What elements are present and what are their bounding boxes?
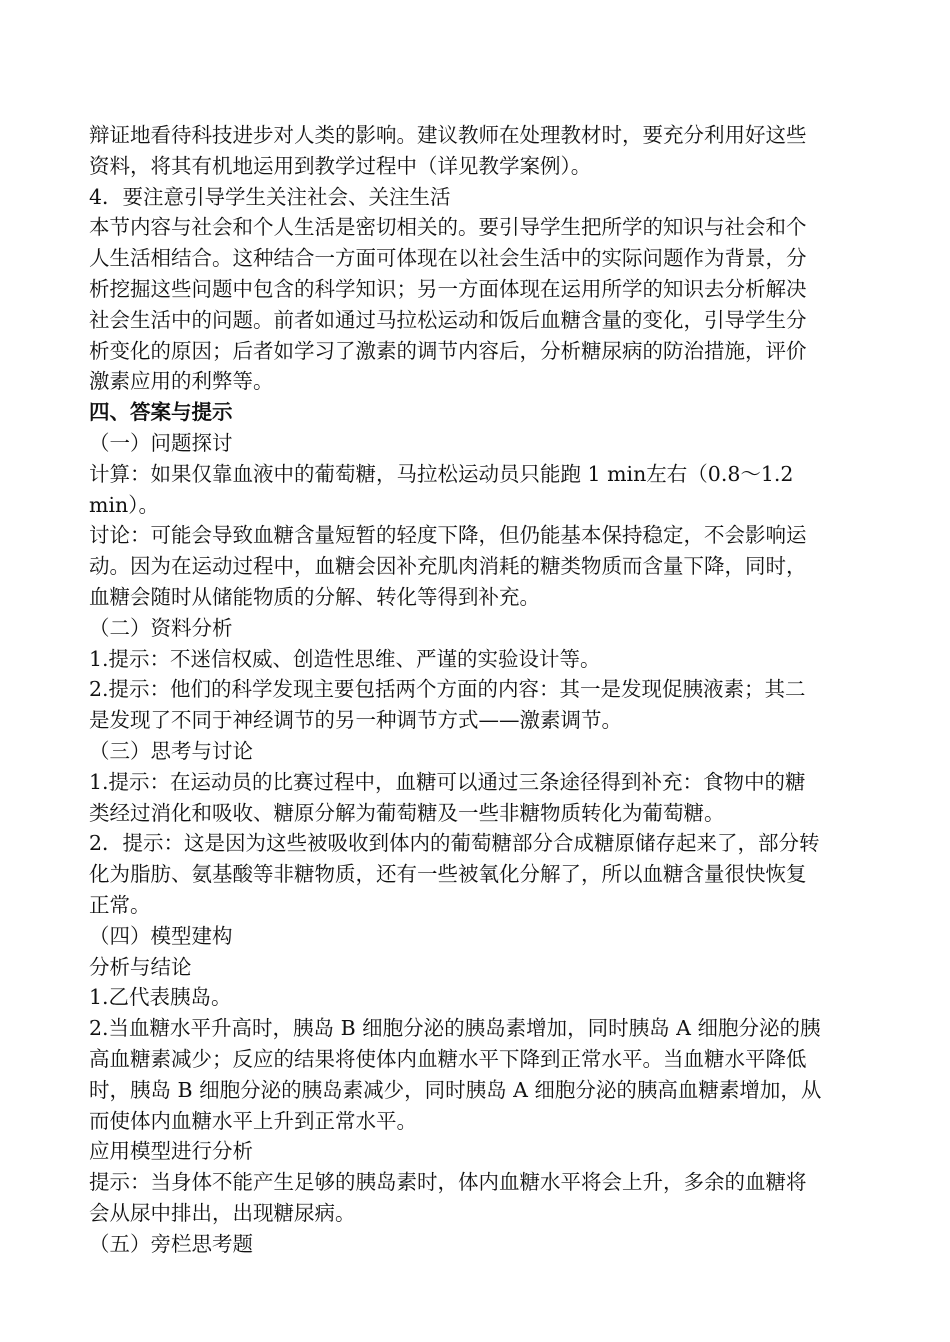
paragraph-line: 人生活相结合。这种结合一方面可体现在以社会生活中的实际问题作为背景，分 — [89, 246, 807, 271]
subsection-heading: （二）资料分析 — [89, 615, 233, 640]
paragraph-line: 会从尿中排出，出现糖尿病。 — [89, 1200, 356, 1225]
paragraph-line: 本节内容与社会和个人生活是密切相关的。要引导学生把所学的知识与社会和个 — [89, 215, 807, 240]
paragraph-line: 讨论：可能会导致血糖含量短暂的轻度下降，但仍能基本保持稳定，不会影响运 — [89, 523, 807, 548]
paragraph-line: 计算：如果仅靠血液中的葡萄糖，马拉松运动员只能跑 1 min左右（0.8～1.2 — [89, 461, 794, 486]
subsection-heading: （三）思考与讨论 — [89, 738, 253, 763]
paragraph-line: 类经过消化和吸收、糖原分解为葡萄糖及一些非糖物质转化为葡萄糖。 — [89, 800, 725, 825]
paragraph-line: 资料，将其有机地运用到教学过程中（详见教学案例）。 — [89, 153, 592, 178]
section-item-heading: 4．要注意引导学生关注社会、关注生活 — [89, 184, 451, 209]
section-heading: 四、答案与提示 — [89, 400, 233, 425]
paragraph-line: 析变化的原因；后者如学习了激素的调节内容后，分析糖尿病的防治措施，评价 — [89, 338, 807, 363]
paragraph-line: 辩证地看待科技进步对人类的影响。建议教师在处理教材时，要充分利用好这些 — [89, 123, 807, 147]
paragraph-line: 社会生活中的问题。前者如通过马拉松运动和饭后血糖含量的变化，引导学生分 — [89, 307, 807, 332]
paragraph-line: 时，胰岛 B 细胞分泌的胰岛素减少，同时胰岛 A 细胞分泌的胰高血糖素增加，从 — [89, 1077, 822, 1102]
paragraph-line: 1.提示：不迷信权威、创造性思维、严谨的实验设计等。 — [89, 646, 601, 671]
paragraph-line: 而使体内血糖水平上升到正常水平。 — [89, 1108, 417, 1133]
paragraph-line: 1.提示：在运动员的比赛过程中，血糖可以通过三条途径得到补充：食物中的糖 — [89, 769, 806, 794]
paragraph-line: 高血糖素减少；反应的结果将使体内血糖水平下降到正常水平。当血糖水平降低 — [89, 1046, 807, 1071]
subsection-heading: （五）旁栏思考题 — [89, 1231, 253, 1256]
subsection-heading: （四）模型建构 — [89, 923, 233, 948]
paragraph-line: 动。因为在运动过程中，血糖会因补充肌肉消耗的糖类物质而含量下降，同时， — [89, 554, 807, 579]
paragraph-line: 2．提示：这是因为这些被吸收到体内的葡萄糖部分合成糖原储存起来了，部分转 — [89, 831, 820, 856]
paragraph-line: 分析与结论 — [89, 954, 192, 979]
paragraph-line: 2.提示：他们的科学发现主要包括两个方面的内容：其一是发现促胰液素；其二 — [89, 677, 806, 702]
paragraph-line: 是发现了不同于神经调节的另一种调节方式——激素调节。 — [89, 708, 622, 733]
paragraph-line: 1.乙代表胰岛。 — [89, 985, 232, 1010]
paragraph-line: 析挖掘这些问题中包含的科学知识；另一方面体现在运用所学的知识去分析解决 — [89, 276, 807, 301]
paragraph-line: 正常。 — [89, 892, 151, 917]
paragraph-line: 应用模型进行分析 — [89, 1139, 253, 1164]
paragraph-line: 提示：当身体不能产生足够的胰岛素时，体内血糖水平将会上升，多余的血糖将 — [89, 1170, 807, 1195]
paragraph-line: min）。 — [89, 492, 159, 517]
paragraph-line: 激素应用的利弊等。 — [89, 369, 274, 394]
paragraph-line: 血糖会随时从储能物质的分解、转化等得到补充。 — [89, 584, 540, 609]
paragraph-line: 化为脂肪、氨基酸等非糖物质，还有一些被氧化分解了，所以血糖含量很快恢复 — [89, 862, 807, 887]
paragraph-line: 2.当血糖水平升高时，胰岛 B 细胞分泌的胰岛素增加，同时胰岛 A 细胞分泌的胰 — [89, 1016, 821, 1041]
subsection-heading: （一）问题探讨 — [89, 430, 233, 455]
